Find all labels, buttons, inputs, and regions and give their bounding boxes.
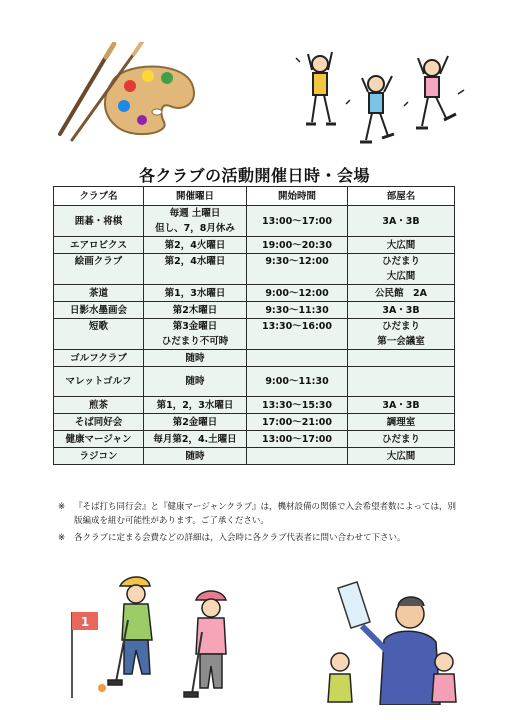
note-item xyxy=(58,500,458,528)
day-cell xyxy=(144,367,247,397)
note-text: 各クラブに定まる会費などの詳細は，入会時に各クラブ代表者に問い合わせて下さい。 xyxy=(74,533,406,543)
day-cell-line: 但し、7，8月休み xyxy=(155,223,235,234)
day-cell xyxy=(144,285,247,302)
club-name-cell: 日影水墨画会 xyxy=(54,302,144,319)
mallet-golf-illustration xyxy=(62,570,262,710)
dancer-figure xyxy=(360,76,394,142)
club-name-cell: そば同好会 xyxy=(54,414,144,431)
day-cell-line: 第1，2，3水曜日 xyxy=(156,399,234,411)
room-cell-line: ひだまり xyxy=(381,321,420,332)
time-cell xyxy=(247,319,348,350)
note-item xyxy=(58,531,458,545)
room-cell xyxy=(348,237,455,254)
room-cell-line: 大広間 xyxy=(386,271,416,282)
room-cell xyxy=(348,397,455,414)
man-reading-figure xyxy=(338,582,440,705)
day-cell-line: 第2木曜日 xyxy=(172,304,218,316)
day-cell-line: 毎月第2，4.土曜日 xyxy=(153,433,237,445)
time-cell xyxy=(247,431,348,448)
golfer-figure xyxy=(184,591,226,697)
table-row xyxy=(54,237,455,254)
day-cell xyxy=(144,319,247,350)
time-cell-line: 9:00～11:30 xyxy=(265,376,329,387)
table-row xyxy=(54,254,455,285)
club-name-cell: 茶道 xyxy=(54,285,144,302)
day-cell xyxy=(144,350,247,367)
dancer-figure xyxy=(306,52,336,124)
table-row xyxy=(54,367,455,397)
day-cell xyxy=(144,431,247,448)
day-cell xyxy=(144,254,247,285)
time-cell xyxy=(247,285,348,302)
day-cell-line: 第1，3水曜日 xyxy=(164,287,226,299)
club-name-cell: 短歌 xyxy=(54,319,144,350)
time-cell-line: 13:00～17:00 xyxy=(262,433,332,445)
time-cell xyxy=(247,350,348,367)
room-cell-line: 調理室 xyxy=(386,416,416,428)
time-cell-line: 9:30～12:00 xyxy=(265,256,329,267)
club-name-cell: 煎茶 xyxy=(54,397,144,414)
table-row xyxy=(54,448,455,465)
page-title: 各クラブの活動開催日時・会場 xyxy=(138,166,370,185)
club-name-cell: ラジコン xyxy=(54,448,144,465)
room-cell-line: 3A・3B xyxy=(382,215,420,227)
time-cell-line: 9:00～12:00 xyxy=(265,287,329,299)
time-cell-line: 9:30～11:30 xyxy=(265,304,329,316)
day-cell xyxy=(144,448,247,465)
day-cell-line: 随時 xyxy=(185,376,205,387)
room-cell-line: 公民館 2A xyxy=(375,287,427,299)
day-cell xyxy=(144,302,247,319)
table-row xyxy=(54,285,455,302)
day-cell xyxy=(144,237,247,254)
time-cell-line: 19:00～20:30 xyxy=(262,239,332,251)
club-name-cell: エアロビクス xyxy=(54,237,144,254)
day-cell-line: 随時 xyxy=(185,352,205,364)
room-cell xyxy=(348,414,455,431)
room-cell-line: 第一会議室 xyxy=(377,336,425,347)
table-row xyxy=(54,414,455,431)
table-row xyxy=(54,319,455,350)
room-cell-line: ひだまり xyxy=(381,256,420,267)
table-row xyxy=(54,350,455,367)
note-mark: ※ xyxy=(58,533,66,543)
club-name-cell: 囲碁・将棋 xyxy=(54,206,144,237)
time-cell xyxy=(247,448,348,465)
table-row xyxy=(54,431,455,448)
time-cell xyxy=(247,237,348,254)
column-header-room: 部屋名 xyxy=(348,187,455,206)
notes xyxy=(58,500,458,545)
room-cell xyxy=(348,367,455,397)
reading-group-illustration xyxy=(322,580,462,705)
dancer-figure xyxy=(416,56,456,128)
child-figure xyxy=(328,653,352,702)
table-row xyxy=(54,397,455,414)
time-cell-line: 13:00～17:00 xyxy=(262,215,332,227)
room-cell xyxy=(348,319,455,350)
day-cell-line: 第2，4水曜日 xyxy=(164,256,226,267)
note-text: 『そば打ち同行会』と『健康マージャンクラブ』は，機材設備の関係で入会希望者数によっては，別版編成を組む可能性があります。ご了承ください。 xyxy=(74,502,456,526)
room-cell-line: ひだまり xyxy=(381,433,420,445)
room-cell-line: 3A・3B xyxy=(382,304,420,316)
room-cell xyxy=(348,285,455,302)
day-cell-line: 第2，4火曜日 xyxy=(164,239,226,251)
column-header-club: クラブ名 xyxy=(54,187,144,206)
day-cell-line: 第2金曜日 xyxy=(172,416,218,428)
paint-palette-illustration xyxy=(52,42,202,142)
time-cell-line: 13:30～15:30 xyxy=(262,399,332,411)
table-row xyxy=(54,206,455,237)
room-cell xyxy=(348,448,455,465)
day-cell-line: ひだまり不可時 xyxy=(161,336,229,347)
golfer-figure xyxy=(108,577,152,685)
club-name-cell: マレットゴルフ xyxy=(54,367,144,397)
club-name-cell: 絵画クラブ xyxy=(54,254,144,285)
room-cell-line: 3A・3B xyxy=(382,399,420,411)
room-cell xyxy=(348,254,455,285)
aerobics-dancers-illustration xyxy=(282,44,472,150)
room-cell xyxy=(348,350,455,367)
time-cell-line: 13:30～16:00 xyxy=(262,321,332,332)
room-cell-line: 大広間 xyxy=(386,450,416,462)
time-cell xyxy=(247,206,348,237)
room-cell-line: 大広間 xyxy=(386,239,416,251)
day-cell-line: 第3金曜日 xyxy=(172,321,218,332)
column-header-day: 開催曜日 xyxy=(144,187,247,206)
day-cell-line: 毎週 土曜日 xyxy=(169,208,221,219)
note-mark: ※ xyxy=(58,502,66,512)
time-cell xyxy=(247,397,348,414)
child-figure xyxy=(432,653,456,702)
club-name-cell: 健康マージャン xyxy=(54,431,144,448)
time-cell xyxy=(247,367,348,397)
table-row xyxy=(54,302,455,319)
day-cell xyxy=(144,206,247,237)
flag-number: 1 xyxy=(80,615,90,629)
room-cell xyxy=(348,431,455,448)
day-cell-line: 随時 xyxy=(185,450,205,462)
club-name-cell: ゴルフクラブ xyxy=(54,350,144,367)
time-cell xyxy=(247,302,348,319)
day-cell xyxy=(144,414,247,431)
flag-icon xyxy=(72,612,98,698)
time-cell-line: 17:00～21:00 xyxy=(262,416,332,428)
room-cell xyxy=(348,302,455,319)
time-cell xyxy=(247,254,348,285)
day-cell xyxy=(144,397,247,414)
time-cell xyxy=(247,414,348,431)
ball-icon xyxy=(98,684,106,692)
club-schedule-table xyxy=(53,186,455,465)
column-header-time: 開始時間 xyxy=(247,187,348,206)
table-header-row xyxy=(54,187,455,206)
room-cell xyxy=(348,206,455,237)
